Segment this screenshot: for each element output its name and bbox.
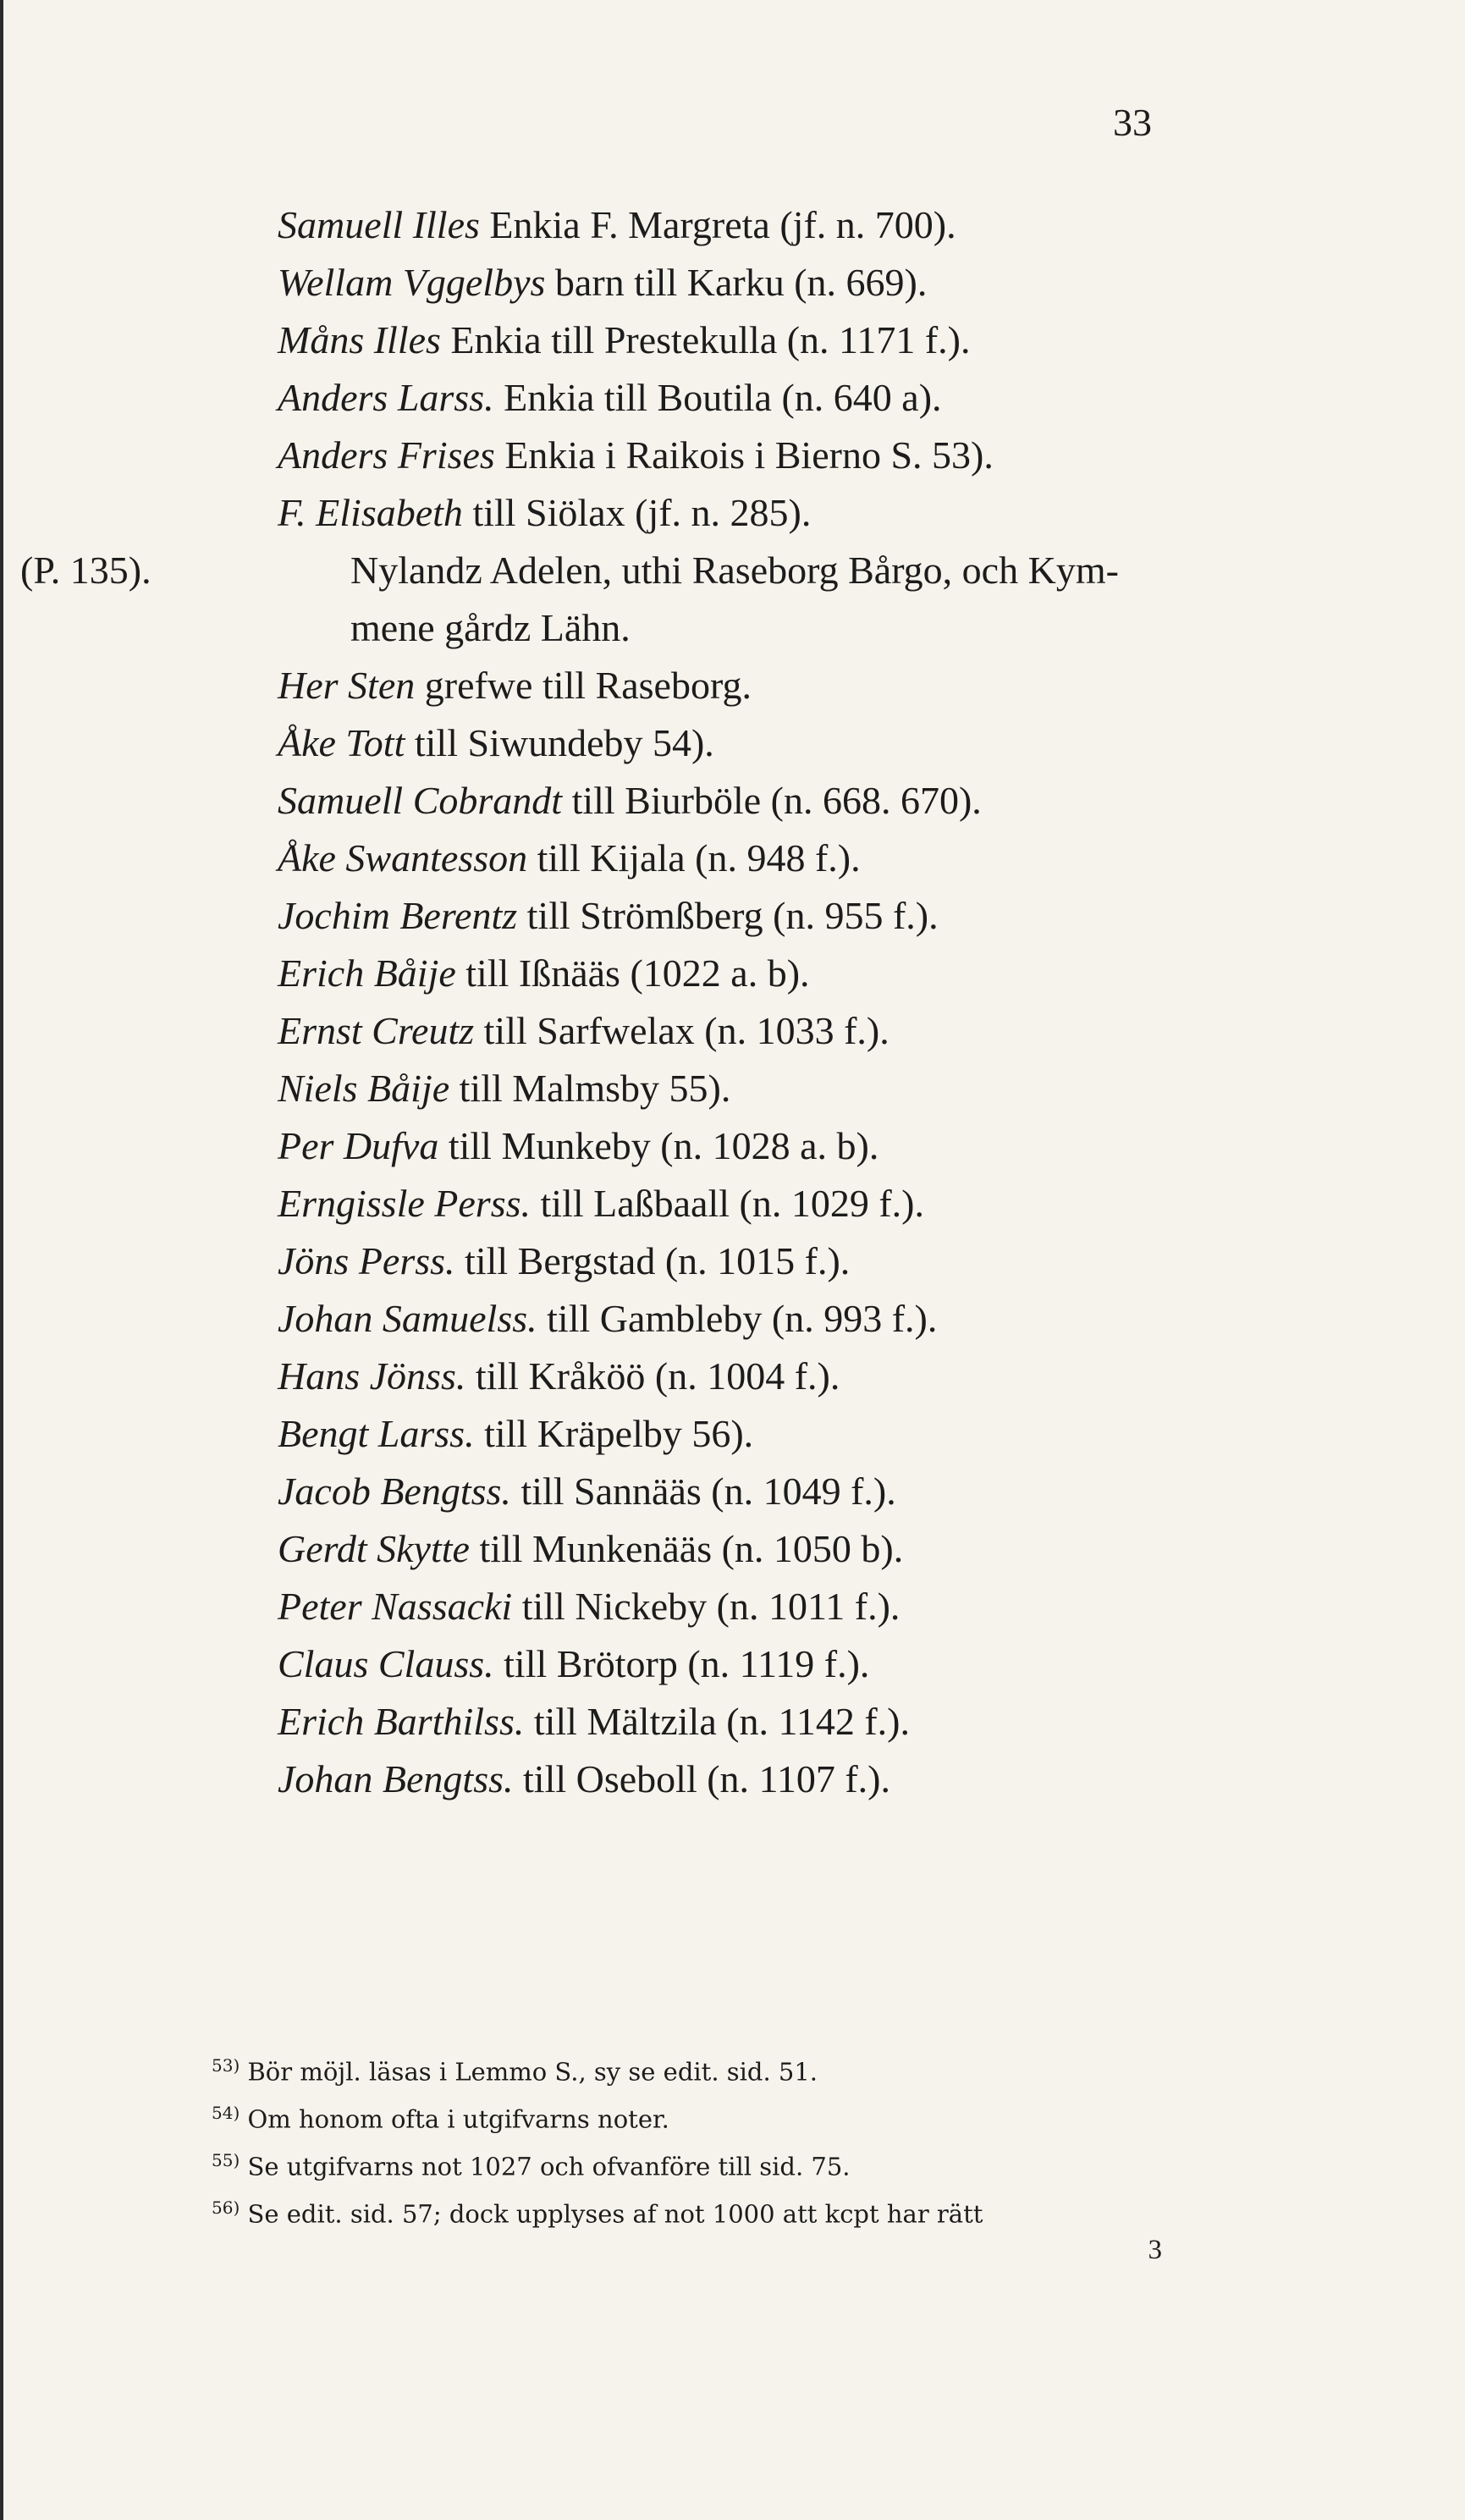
signature-mark: 3 — [1148, 2235, 1162, 2265]
entry-name: Samuell Illes — [278, 203, 480, 246]
register-entry — [0, 1578, 1465, 1635]
footnote-number: 54) — [212, 2103, 240, 2123]
footnote-text: Bör möjl. läsas i Lemmo S., sy se edit. sid. 51. — [247, 2057, 818, 2087]
margin-reference: (P. 135). — [20, 549, 151, 592]
entry-name: Gerdt Skytte — [278, 1527, 470, 1570]
entry-name: Anders Larss. — [278, 376, 494, 419]
entry-text: till Laßbaall (n. 1029 f.). — [540, 1182, 924, 1225]
register-entry — [0, 484, 1465, 542]
entry-text: till Kijala (n. 948 f.). — [537, 836, 861, 880]
entry-name: Her Sten — [278, 664, 416, 707]
entry-name: Erich Båije — [278, 951, 456, 995]
register-entry — [0, 196, 1465, 254]
entry-text: grefwe till Raseborg. — [424, 664, 752, 707]
entry-text: till Sarfwelax (n. 1033 f.). — [483, 1009, 889, 1052]
footnote — [212, 2089, 1413, 2137]
register-entry — [0, 1348, 1465, 1405]
entry-name: Johan Samuelss. — [278, 1297, 537, 1340]
entry-text: till Siölax (jf. n. 285). — [472, 491, 812, 534]
footnote-number: 55) — [212, 2150, 240, 2170]
entry-name: Peter Nassacki — [278, 1585, 513, 1628]
register-entry — [0, 1635, 1465, 1693]
entry-name: Erich Barthilss. — [278, 1700, 525, 1743]
entry-text: Enkia till Boutila (n. 640 a). — [504, 376, 942, 419]
entry-name: Wellam Vggelbys — [278, 261, 546, 304]
entry-text: Enkia i Raikois i Bierno S. 53). — [504, 433, 994, 477]
footnote — [212, 2042, 1413, 2089]
entry-name: Niels Båije — [278, 1067, 450, 1110]
register-entry — [0, 830, 1465, 887]
register-entry — [0, 657, 1465, 714]
entry-text: till Brötorp (n. 1119 f.). — [504, 1642, 870, 1685]
entry-text: till Mältzila (n. 1142 f.). — [533, 1700, 910, 1743]
entry-text: till Munkeby (n. 1028 a. b). — [448, 1124, 879, 1167]
entry-text: barn till Karku (n. 669). — [554, 261, 928, 304]
entry-text: till Strömßberg (n. 955 f.). — [526, 894, 939, 937]
register-entry — [0, 714, 1465, 772]
entry-name: Ernst Creutz — [278, 1009, 475, 1052]
register-entry — [0, 1232, 1465, 1290]
footnote — [212, 2184, 1413, 2231]
footnote-text: Om honom ofta i utgifvarns noter. — [247, 2104, 669, 2134]
register-entry — [0, 1002, 1465, 1060]
entry-text: till Malmsby 55). — [459, 1067, 731, 1110]
register-entry — [0, 1060, 1465, 1117]
entry-name: Samuell Cobrandt — [278, 779, 563, 822]
entry-name: Jacob Bengtss. — [278, 1470, 511, 1513]
entry-name: Johan Bengtss. — [278, 1757, 514, 1800]
entry-text: Enkia F. Margreta (jf. n. 700). — [489, 203, 956, 246]
entry-name: Per Dufva — [278, 1124, 439, 1167]
register-entry — [0, 945, 1465, 1002]
register-entry — [0, 1175, 1465, 1232]
entry-text: till Kräpelby 56). — [484, 1412, 754, 1455]
entry-name: Claus Clauss. — [278, 1642, 494, 1685]
register-entry — [0, 1693, 1465, 1751]
register-entry — [0, 254, 1465, 312]
register-entry — [0, 1405, 1465, 1463]
footnotes — [212, 2042, 1413, 2231]
footnote — [212, 2137, 1413, 2184]
register-entry — [0, 887, 1465, 945]
register-entry — [0, 312, 1465, 369]
entry-text: mene gårdz Lähn. — [350, 606, 631, 649]
entry-text: till Munkenääs (n. 1050 b). — [479, 1527, 904, 1570]
entry-name: F. Elisabeth — [278, 491, 463, 534]
entry-name: Måns Illes — [278, 318, 441, 361]
footnote-number: 56) — [212, 2197, 240, 2218]
register-entries — [0, 196, 1465, 1808]
entry-text: till Kråköö (n. 1004 f.). — [475, 1354, 840, 1398]
register-entry — [0, 542, 1465, 599]
register-entry — [0, 1751, 1465, 1808]
register-entry — [0, 1463, 1465, 1520]
register-entry — [0, 599, 1465, 657]
register-entry — [0, 1117, 1465, 1175]
register-entry — [0, 427, 1465, 484]
entry-text: till Ißnääs (1022 a. b). — [465, 951, 810, 995]
entry-name: Bengt Larss. — [278, 1412, 475, 1455]
entry-text: till Siwundeby 54). — [414, 721, 714, 764]
page-number: 33 — [1113, 101, 1152, 144]
entry-name: Jochim Berentz — [278, 894, 518, 937]
entry-text: till Bergstad (n. 1015 f.). — [465, 1239, 851, 1282]
register-entry — [0, 369, 1465, 427]
entry-text: till Sannääs (n. 1049 f.). — [520, 1470, 896, 1513]
entry-text: till Nickeby (n. 1011 f.). — [521, 1585, 900, 1628]
entry-name: Åke Swantesson — [278, 836, 528, 880]
register-entry — [0, 772, 1465, 830]
entry-name: Hans Jönss. — [278, 1354, 466, 1398]
register-entry — [0, 1520, 1465, 1578]
entry-name: Åke Tott — [278, 721, 405, 764]
footnote-number: 53) — [212, 2055, 240, 2076]
entry-name: Anders Frises — [278, 433, 495, 477]
footnote-text: Se edit. sid. 57; dock upplyses af not 1000 att kcpt har rätt — [247, 2199, 983, 2229]
entry-text: Enkia till Prestekulla (n. 1171 f.). — [450, 318, 971, 361]
entry-text: till Gambleby (n. 993 f.). — [547, 1297, 938, 1340]
entry-text: till Biurböle (n. 668. 670). — [571, 779, 982, 822]
entry-text: Nylandz Adelen, uthi Raseborg Bårgo, och Kym- — [350, 549, 1119, 592]
register-entry — [0, 1290, 1465, 1348]
entry-name: Jöns Perss. — [278, 1239, 455, 1282]
footnote-text: Se utgifvarns not 1027 och ofvanföre till sid. 75. — [247, 2152, 851, 2181]
entry-name: Erngissle Perss. — [278, 1182, 531, 1225]
entry-text: till Oseboll (n. 1107 f.). — [523, 1757, 890, 1800]
